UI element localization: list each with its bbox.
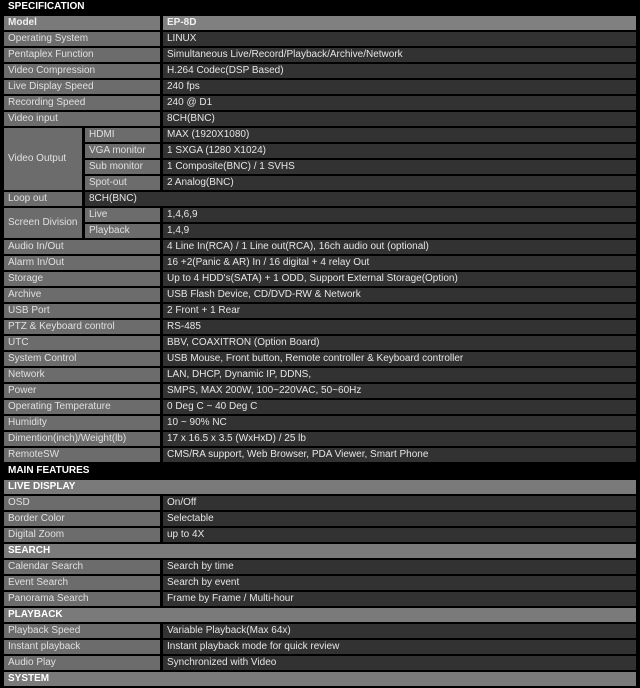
- spec-row: [4, 368, 636, 384]
- spec-label: Digital Zoom: [4, 528, 163, 544]
- spec-row: [4, 592, 636, 608]
- spec-value: 2 Analog(BNC): [163, 176, 636, 192]
- spec-sub-label: Playback: [85, 224, 163, 240]
- specification-table: [4, 0, 636, 688]
- spec-label: RemoteSW: [4, 448, 163, 464]
- section-title: SPECIFICATION: [4, 0, 636, 16]
- spec-value: EP-8D: [163, 16, 636, 32]
- spec-label: USB Port: [4, 304, 163, 320]
- spec-value: 17 x 16.5 x 3.5 (WxHxD) / 25 lb: [163, 432, 636, 448]
- spec-label: Calendar Search: [4, 560, 163, 576]
- spec-label: Operating System: [4, 32, 163, 48]
- spec-value: LAN, DHCP, Dynamic IP, DDNS,: [163, 368, 636, 384]
- spec-row: [4, 496, 636, 512]
- spec-value: 240 @ D1: [163, 96, 636, 112]
- subsection-header-row: [4, 608, 636, 624]
- spec-value: RS-485: [163, 320, 636, 336]
- spec-label: Audio In/Out: [4, 240, 163, 256]
- spec-row: [4, 256, 636, 272]
- spec-value: 1 SXGA (1280 X1024): [163, 144, 636, 160]
- spec-row: [4, 512, 636, 528]
- spec-value: Variable Playback(Max 64x): [163, 624, 636, 640]
- spec-row: [4, 528, 636, 544]
- spec-sub-label: VGA monitor: [85, 144, 163, 160]
- spec-value: 1,4,6,9: [163, 208, 636, 224]
- spec-label: Network: [4, 368, 163, 384]
- spec-label: Operating Temperature: [4, 400, 163, 416]
- spec-row: [4, 560, 636, 576]
- spec-row: [4, 144, 636, 160]
- spec-sub-label: Sub monitor: [85, 160, 163, 176]
- spec-label: Video input: [4, 112, 163, 128]
- spec-label: Loop out: [4, 192, 85, 208]
- spec-row: [4, 304, 636, 320]
- subsection-title: LIVE DISPLAY: [4, 480, 636, 496]
- spec-label: OSD: [4, 496, 163, 512]
- spec-value: Synchronized with Video: [163, 656, 636, 672]
- spec-row: [4, 272, 636, 288]
- spec-value: LINUX: [163, 32, 636, 48]
- spec-value: Up to 4 HDD's(SATA) + 1 ODD, Support External Storage(Option): [163, 272, 636, 288]
- spec-value: 240 fps: [163, 80, 636, 96]
- spec-label: Border Color: [4, 512, 163, 528]
- spec-value: USB Mouse, Front button, Remote controller & Keyboard controller: [163, 352, 636, 368]
- spec-row: [4, 400, 636, 416]
- spec-label: Dimention(inch)/Weight(lb): [4, 432, 163, 448]
- spec-row: [4, 96, 636, 112]
- spec-row: [4, 192, 636, 208]
- spec-row: [4, 352, 636, 368]
- spec-row: [4, 320, 636, 336]
- spec-value: 16 +2(Panic & AR) In / 16 digital + 4 relay Out: [163, 256, 636, 272]
- spec-value: 2 Front + 1 Rear: [163, 304, 636, 320]
- spec-row: [4, 576, 636, 592]
- section-title: MAIN FEATURES: [4, 464, 636, 480]
- spec-value: 8CH(BNC): [85, 192, 636, 208]
- spec-row: [4, 128, 636, 144]
- spec-row: [4, 240, 636, 256]
- spec-label: Playback Speed: [4, 624, 163, 640]
- spec-row: [4, 176, 636, 192]
- subsection-header-row: [4, 672, 636, 688]
- spec-label: Storage: [4, 272, 163, 288]
- spec-label: PTZ & Keyboard control: [4, 320, 163, 336]
- spec-label: Event Search: [4, 576, 163, 592]
- spec-label: Model: [4, 16, 163, 32]
- spec-value: Simultaneous Live/Record/Playback/Archive/Network: [163, 48, 636, 64]
- spec-label: Instant playback: [4, 640, 163, 656]
- spec-label: Live Display Speed: [4, 80, 163, 96]
- spec-row: [4, 624, 636, 640]
- spec-value: BBV, COAXITRON (Option Board): [163, 336, 636, 352]
- spec-row: [4, 336, 636, 352]
- spec-label: Panorama Search: [4, 592, 163, 608]
- spec-row: [4, 288, 636, 304]
- section-header-row: [4, 0, 636, 16]
- spec-value: Instant playback mode for quick review: [163, 640, 636, 656]
- spec-value: On/Off: [163, 496, 636, 512]
- spec-value: 8CH(BNC): [163, 112, 636, 128]
- spec-value: 4 Line In(RCA) / 1 Line out(RCA), 16ch audio out (optional): [163, 240, 636, 256]
- spec-value: SMPS, MAX 200W, 100~220VAC, 50~60Hz: [163, 384, 636, 400]
- spec-label: Pentaplex Function: [4, 48, 163, 64]
- spec-label: Humidity: [4, 416, 163, 432]
- spec-value: Search by time: [163, 560, 636, 576]
- section-header-row: [4, 464, 636, 480]
- spec-value: 10 ~ 90% NC: [163, 416, 636, 432]
- spec-label: Audio Play: [4, 656, 163, 672]
- spec-value: CMS/RA support, Web Browser, PDA Viewer, Smart Phone: [163, 448, 636, 464]
- spec-label: System Control: [4, 352, 163, 368]
- spec-row: [4, 384, 636, 400]
- spec-row: [4, 64, 636, 80]
- spec-row: [4, 112, 636, 128]
- spec-label: Video Compression: [4, 64, 163, 80]
- spec-value: USB Flash Device, CD/DVD-RW & Network: [163, 288, 636, 304]
- spec-sub-label: HDMI: [85, 128, 163, 144]
- subsection-header-row: [4, 480, 636, 496]
- subsection-title: SEARCH: [4, 544, 636, 560]
- spec-value: Search by event: [163, 576, 636, 592]
- subsection-title: SYSTEM: [4, 672, 636, 688]
- spec-value: MAX (1920X1080): [163, 128, 636, 144]
- spec-row: [4, 224, 636, 240]
- spec-value: 0 Deg C ~ 40 Deg C: [163, 400, 636, 416]
- spec-row: [4, 48, 636, 64]
- spec-label: Power: [4, 384, 163, 400]
- spec-group-label: Screen Division: [4, 208, 85, 240]
- spec-value: Selectable: [163, 512, 636, 528]
- spec-row: [4, 32, 636, 48]
- spec-group-label: Video Output: [4, 128, 85, 192]
- spec-label: UTC: [4, 336, 163, 352]
- spec-value: Frame by Frame / Multi-hour: [163, 592, 636, 608]
- spec-row: [4, 416, 636, 432]
- spec-label: Recording Speed: [4, 96, 163, 112]
- spec-row: [4, 432, 636, 448]
- spec-row: [4, 160, 636, 176]
- spec-sub-label: Spot-out: [85, 176, 163, 192]
- model-row: [4, 16, 636, 32]
- spec-value: 1,4,9: [163, 224, 636, 240]
- spec-value: 1 Composite(BNC) / 1 SVHS: [163, 160, 636, 176]
- subsection-header-row: [4, 544, 636, 560]
- spec-row: [4, 208, 636, 224]
- spec-row: [4, 656, 636, 672]
- spec-row: [4, 640, 636, 656]
- spec-row: [4, 80, 636, 96]
- spec-value: up to 4X: [163, 528, 636, 544]
- spec-sub-label: Live: [85, 208, 163, 224]
- spec-label: Archive: [4, 288, 163, 304]
- spec-value: H.264 Codec(DSP Based): [163, 64, 636, 80]
- spec-label: Alarm In/Out: [4, 256, 163, 272]
- spec-row: [4, 448, 636, 464]
- subsection-title: PLAYBACK: [4, 608, 636, 624]
